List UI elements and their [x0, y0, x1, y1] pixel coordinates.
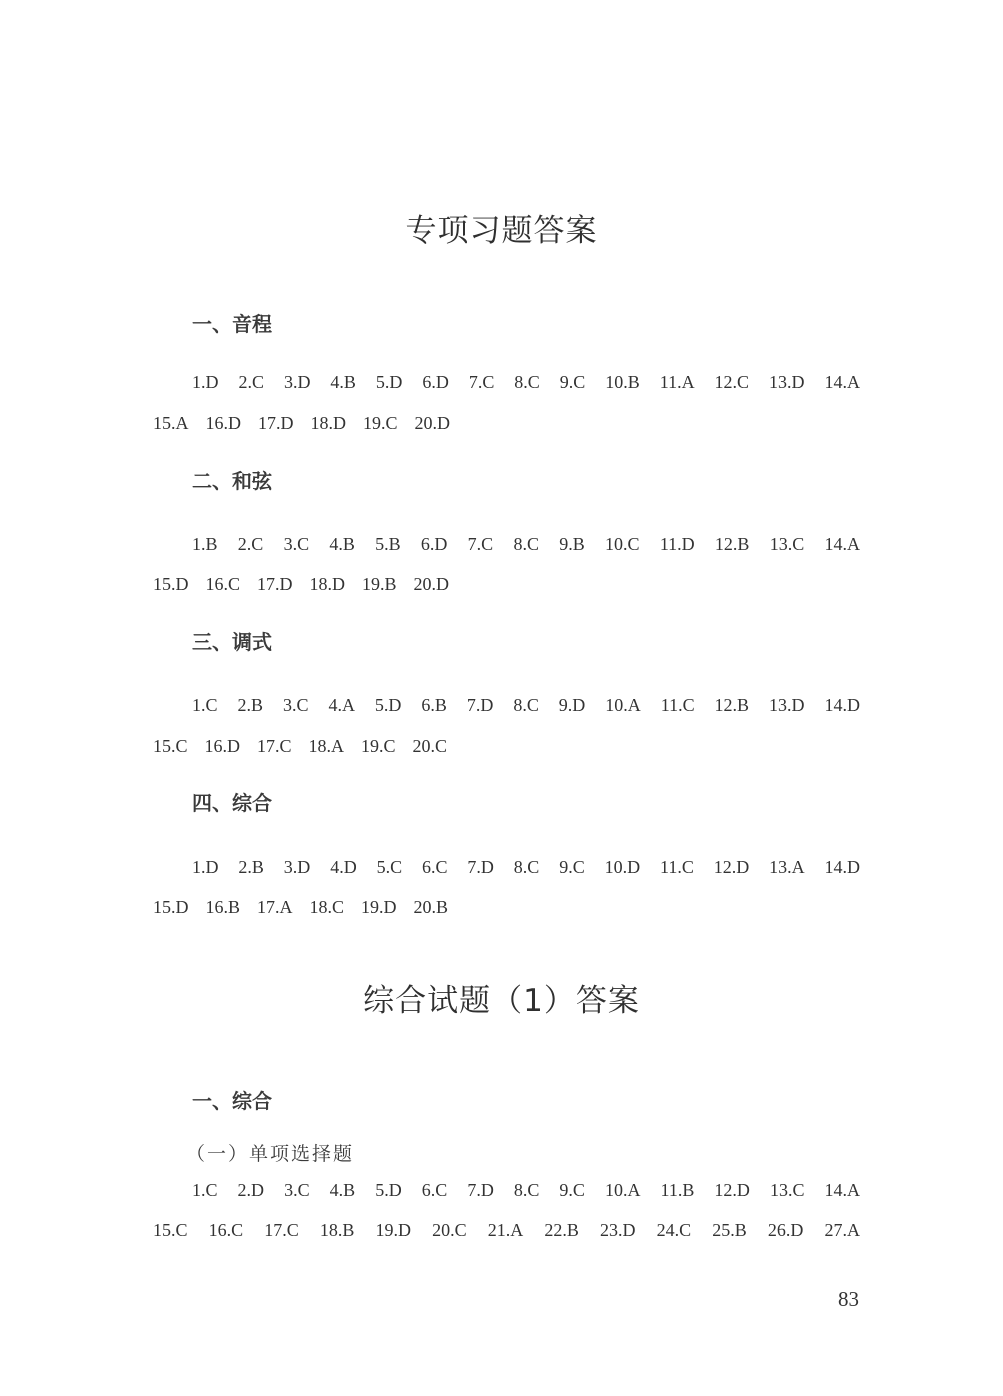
answer-item: 23.D	[600, 1220, 636, 1240]
answer-item: 5.B	[375, 534, 401, 554]
answer-item: 7.C	[468, 372, 495, 392]
answer-item: 9.C	[559, 857, 585, 877]
answer-item: 24.C	[656, 1220, 692, 1240]
page-number: 83	[838, 1287, 859, 1311]
answer-item: 10.D	[604, 857, 641, 877]
answer-item: 1.D	[192, 372, 219, 392]
answer-item: 10.A	[605, 695, 641, 715]
answer-item: 3.C	[282, 695, 309, 715]
answer-item: 22.B	[544, 1220, 579, 1240]
answer-item: 10.A	[604, 1180, 641, 1200]
answer-item: 18.A	[308, 736, 345, 756]
answer-item: 25.B	[712, 1220, 747, 1240]
answer-item: 13.D	[769, 695, 805, 715]
answer-item: 11.C	[659, 857, 694, 877]
answer-item: 5.C	[376, 857, 403, 877]
answer-item: 17.A	[257, 897, 293, 917]
answer-item: 4.A	[328, 695, 355, 715]
answer-item: 19.C	[361, 736, 396, 756]
answer-item: 11.C	[660, 695, 695, 715]
answer-item: 17.C	[257, 736, 292, 756]
answer-item: 14.A	[824, 372, 860, 392]
answer-item: 6.D	[422, 372, 449, 392]
answer-item: 12.B	[714, 695, 750, 715]
answer-item: 19.C	[363, 413, 398, 433]
answer-item: 27.A	[824, 1220, 860, 1240]
answer-item: 20.C	[432, 1220, 467, 1240]
group-heading-intervals: 一、音程	[192, 312, 272, 336]
group-heading-chords: 二、和弦	[192, 469, 272, 493]
answer-item: 3.D	[283, 372, 311, 392]
answer-item: 16.C	[205, 574, 241, 594]
answer-item: 1.B	[192, 534, 218, 554]
answer-item: 16.C	[208, 1220, 244, 1240]
answer-item: 4.B	[329, 534, 355, 554]
answer-item: 19.D	[361, 897, 397, 917]
answer-item: 15.D	[153, 574, 189, 594]
answer-item: 3.C	[283, 534, 310, 554]
answer-item: 9.D	[558, 695, 586, 715]
answer-item: 18.D	[309, 574, 346, 594]
answer-item: 2.B	[237, 695, 263, 715]
answer-item: 11.A	[659, 372, 695, 392]
answer-item: 4.B	[330, 372, 356, 392]
section-title-special-exercises: 专项习题答案	[405, 213, 598, 249]
answer-item: 14.D	[824, 695, 860, 715]
answer-item: 14.A	[824, 1180, 860, 1200]
answer-item: 9.C	[559, 372, 586, 392]
answer-item: 14.A	[824, 534, 860, 554]
answer-item: 17.D	[257, 574, 293, 594]
answer-item: 8.C	[513, 1180, 540, 1200]
answer-item: 7.D	[467, 1180, 494, 1200]
answer-item: 8.C	[513, 695, 539, 715]
answer-item: 3.C	[284, 1180, 310, 1200]
answer-item: 20.B	[413, 897, 449, 917]
answer-item: 21.A	[487, 1220, 524, 1240]
answer-item: 8.C	[513, 857, 540, 877]
answer-item: 20.D	[413, 574, 450, 594]
subheading-single-choice: （一）单项选择题	[186, 1143, 355, 1165]
answer-item: 10.C	[605, 534, 640, 554]
answer-item: 6.C	[421, 1180, 448, 1200]
answer-item: 14.D	[824, 857, 860, 877]
answer-item: 15.C	[153, 1220, 188, 1240]
answer-item: 12.B	[714, 534, 750, 554]
answer-item: 3.D	[283, 857, 311, 877]
answer-item: 17.C	[264, 1220, 299, 1240]
answer-item: 11.B	[660, 1180, 695, 1200]
answer-item: 15.A	[153, 413, 189, 433]
answer-item: 19.B	[362, 574, 397, 594]
answer-item: 4.D	[330, 857, 357, 877]
answer-item: 15.D	[153, 897, 189, 917]
answer-item: 2.B	[238, 857, 264, 877]
answer-item: 5.D	[374, 695, 402, 715]
answer-item: 20.D	[414, 413, 451, 433]
answer-item: 6.B	[421, 695, 447, 715]
answer-item: 16.D	[204, 736, 241, 756]
answer-item: 17.D	[258, 413, 294, 433]
answer-item: 19.D	[375, 1220, 412, 1240]
answer-item: 20.C	[412, 736, 448, 756]
group-heading-comprehensive: 四、综合	[192, 791, 272, 815]
answer-item: 16.D	[205, 413, 241, 433]
answer-item: 5.D	[375, 372, 403, 392]
answer-item: 11.D	[659, 534, 695, 554]
answer-item: 12.C	[714, 372, 750, 392]
answer-item: 26.D	[767, 1220, 804, 1240]
answer-item: 18.D	[310, 413, 346, 433]
answer-item: 13.D	[769, 372, 805, 392]
answer-item: 8.C	[513, 534, 539, 554]
answer-item: 13.A	[769, 857, 805, 877]
answer-item: 2.C	[238, 372, 264, 392]
answer-item: 16.B	[205, 897, 241, 917]
answer-item: 6.D	[420, 534, 448, 554]
group-heading-comprehensive: 一、综合	[192, 1089, 272, 1113]
answer-item: 8.C	[514, 372, 540, 392]
answer-item: 9.C	[559, 1180, 585, 1200]
answer-item: 9.B	[559, 534, 585, 554]
answer-item: 7.D	[466, 695, 494, 715]
answer-item: 12.D	[714, 1180, 750, 1200]
answer-item: 2.D	[237, 1180, 265, 1200]
answer-item: 12.D	[713, 857, 750, 877]
answer-item: 4.B	[329, 1180, 356, 1200]
answer-item: 15.C	[153, 736, 188, 756]
answer-item: 13.C	[769, 534, 805, 554]
section-title-comprehensive-test-1: 综合试题（1）答案	[363, 983, 640, 1019]
answer-item: 7.D	[467, 857, 494, 877]
answer-item: 1.D	[192, 857, 219, 877]
answer-item: 18.B	[319, 1220, 355, 1240]
answer-item: 1.C	[192, 1180, 218, 1200]
answer-item: 6.C	[421, 857, 448, 877]
answer-item: 7.C	[467, 534, 494, 554]
group-heading-modes: 三、调式	[192, 630, 272, 654]
answer-item: 5.D	[375, 1180, 402, 1200]
answer-item: 2.C	[237, 534, 264, 554]
answer-item: 10.B	[605, 372, 640, 392]
answer-item: 18.C	[309, 897, 345, 917]
answer-item: 1.C	[192, 695, 218, 715]
answer-item: 13.C	[769, 1180, 805, 1200]
